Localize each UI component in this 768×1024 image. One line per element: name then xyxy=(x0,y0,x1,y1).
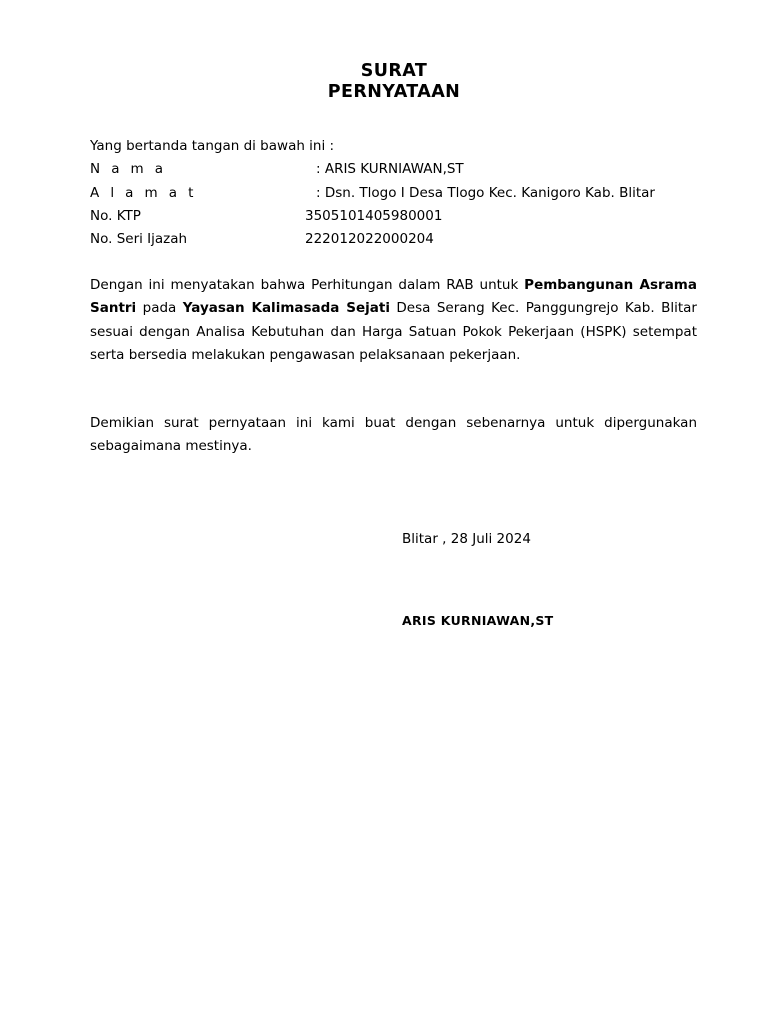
ijazah-label: No. Seri Ijazah xyxy=(90,231,188,247)
nama-label: N a m a xyxy=(90,161,167,177)
statement-text-2: pada xyxy=(136,300,183,317)
nama-value: : ARIS KURNIAWAN,ST xyxy=(316,161,464,177)
ktp-value: 3505101405980001 xyxy=(305,208,443,224)
document-title-line-2: PERNYATAAN xyxy=(327,82,461,102)
signer-name: ARIS KURNIAWAN,ST xyxy=(402,613,554,628)
foundation-name: Yayasan Kalimasada Sejati xyxy=(182,300,390,317)
document-title-line-1: SURAT xyxy=(360,61,428,81)
intro-text: Yang bertanda tangan di bawah ini : xyxy=(90,138,335,154)
closing-paragraph: Demikian surat pernyataan ini kami buat dengan sebenarnya untuk dipergunakan sebagaimana mestinya. xyxy=(90,415,697,455)
ktp-label: No. KTP xyxy=(90,208,141,224)
ijazah-value: 222012022000204 xyxy=(305,231,434,247)
alamat-label: A l a m a t xyxy=(90,185,197,201)
statement-text-3: Desa Serang Kec. Panggungrejo Kab. Blitar sesuai dengan Analisa Kebutuhan dan Harga Satuan Pokok Pekerjaan (HSPK) setempat serta bersedia melakukan pengawasan pelaksanaan pekerjaan. xyxy=(90,300,697,363)
statement-text-1: Dengan ini menyatakan bahwa Perhitungan dalam RAB untuk xyxy=(90,277,525,293)
place-date: Blitar , 28 Juli 2024 xyxy=(402,531,531,547)
project-name: Pembangunan Asrama Santri xyxy=(90,277,697,317)
statement-paragraph xyxy=(90,274,697,367)
alamat-value: : Dsn. Tlogo I Desa Tlogo Kec. Kanigoro Kab. Blitar xyxy=(316,185,655,201)
